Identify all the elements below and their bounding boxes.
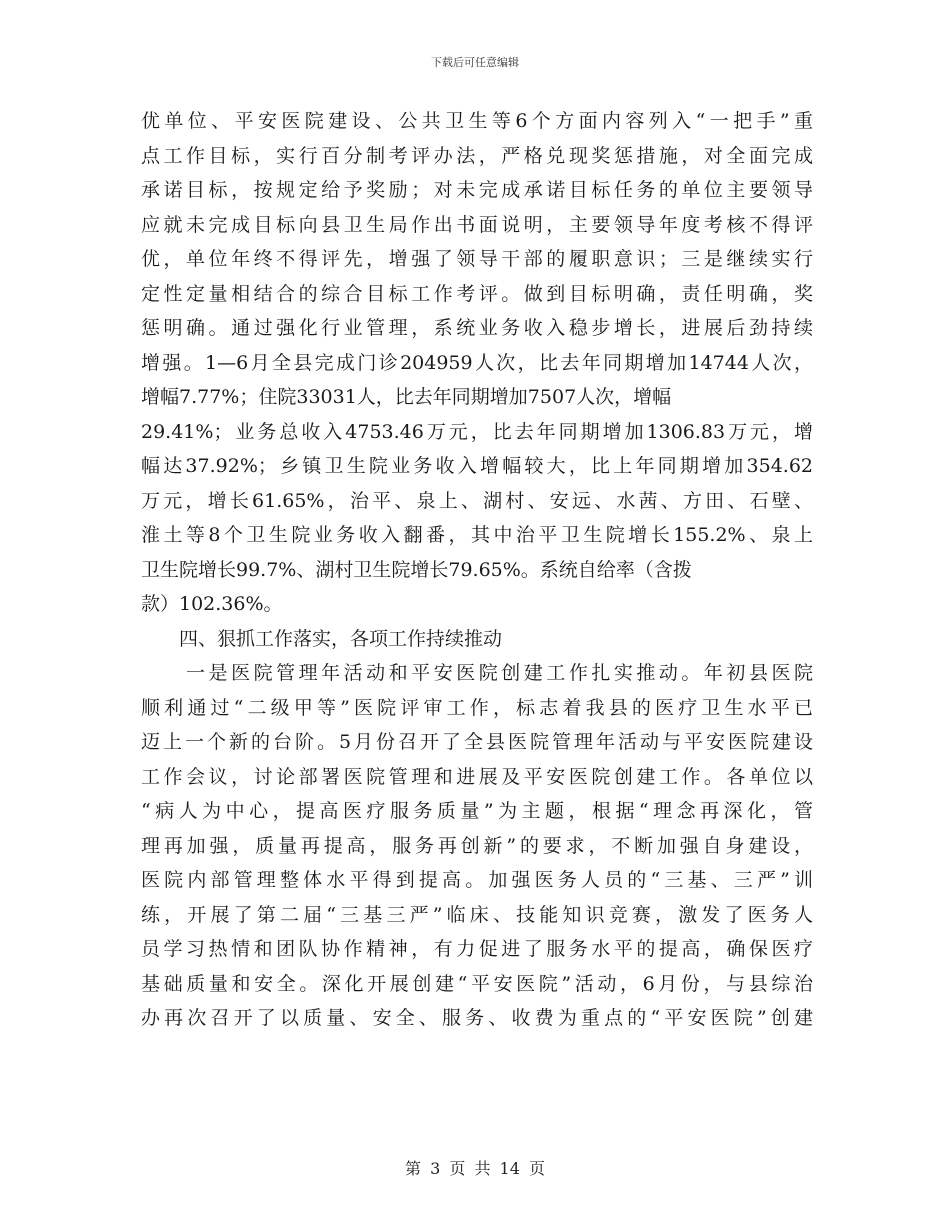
text-line: 优单位、平安医院建设、公共卫生等6个方面内容列入“一把手”重 xyxy=(141,110,813,132)
text-line: 定性定量相结合的综合目标工作考评。做到目标明确，责任明确，奖 xyxy=(141,282,813,305)
text-line: 工作会议，讨论部署医院管理和进展及平安医院创建工作。各单位以 xyxy=(141,765,813,788)
document-body xyxy=(141,104,813,1036)
text-line: 医院内部管理整体水平得到提高。加强医务人员的“三基、三严”训 xyxy=(141,869,813,891)
text-line: “病人为中心，提高医疗服务质量”为主题，根据“理念再深化，管 xyxy=(141,800,813,822)
text-line: 卫生院增长99.7%、湖村卫生院增长79.65%。系统自给率（含拨 xyxy=(141,558,692,581)
page-footer: 第 3 页 共 14 页 xyxy=(405,1159,545,1178)
text-line: 顺利通过“二级甲等”医院评审工作，标志着我县的医疗卫生水平已 xyxy=(141,696,813,719)
text-line: 点工作目标，实行百分制考评办法，严格兑现奖惩措施，对全面完成 xyxy=(141,144,813,167)
text-line: 迈上一个新的台阶。5月份召开了全县医院管理年活动与平安医院建设 xyxy=(141,731,813,753)
text-line: 办再次召开了以质量、安全、服务、收费为重点的“平安医院”创建 xyxy=(141,1007,813,1029)
text-line: 惩明确。通过强化行业管理，系统业务收入稳步增长，进展后劲持续 xyxy=(141,317,813,339)
text-line: 万元，增长61.65%，治平、泉上、湖村、安远、水茜、方田、石壁、 xyxy=(141,489,813,512)
text-line: 基础质量和安全。深化开展创建“平安医院”活动，6月份，与县综治 xyxy=(141,972,813,995)
text-line: 29.41%；业务总收入4753.46万元，比去年同期增加1306.83万元，增 xyxy=(141,420,813,443)
text-line: 幅达37.92%；乡镇卫生院业务收入增幅较大，比上年同期增加354.62 xyxy=(141,455,813,477)
text-line: 承诺目标，按规定给予奖励；对未完成承诺目标任务的单位主要领导 xyxy=(141,179,813,201)
text-line: 四、狠抓工作落实，各项工作持续推动 xyxy=(141,627,503,650)
text-line: 员学习热情和团队协作精神，有力促进了服务水平的提高，确保医疗 xyxy=(141,938,813,960)
text-line: 增幅7.77%；住院33031人，比去年同期增加7507人次，增幅 xyxy=(141,386,672,408)
text-line: 增强。1—6月全县完成门诊204959人次，比去年同期增加14744人次， xyxy=(141,351,813,374)
text-line: 淮土等8个卫生院业务收入翻番，其中治平卫生院增长155.2%、泉上 xyxy=(141,524,813,546)
text-line: 一是医院管理年活动和平安医院创建工作扎实推动。年初县医院 xyxy=(141,662,813,684)
text-line: 款）102.36%。 xyxy=(141,593,283,615)
text-line: 应就未完成目标向县卫生局作出书面说明，主要领导年度考核不得评 xyxy=(141,213,813,236)
text-line: 练，开展了第二届“三基三严”临床、技能知识竞赛，激发了医务人 xyxy=(141,903,813,926)
text-line: 理再加强，质量再提高，服务再创新”的要求，不断加强自身建设， xyxy=(141,834,813,857)
page-header: 下载后可任意编辑 xyxy=(431,56,519,69)
text-line: 优，单位年终不得评先，增强了领导干部的履职意识；三是继续实行 xyxy=(141,248,813,270)
